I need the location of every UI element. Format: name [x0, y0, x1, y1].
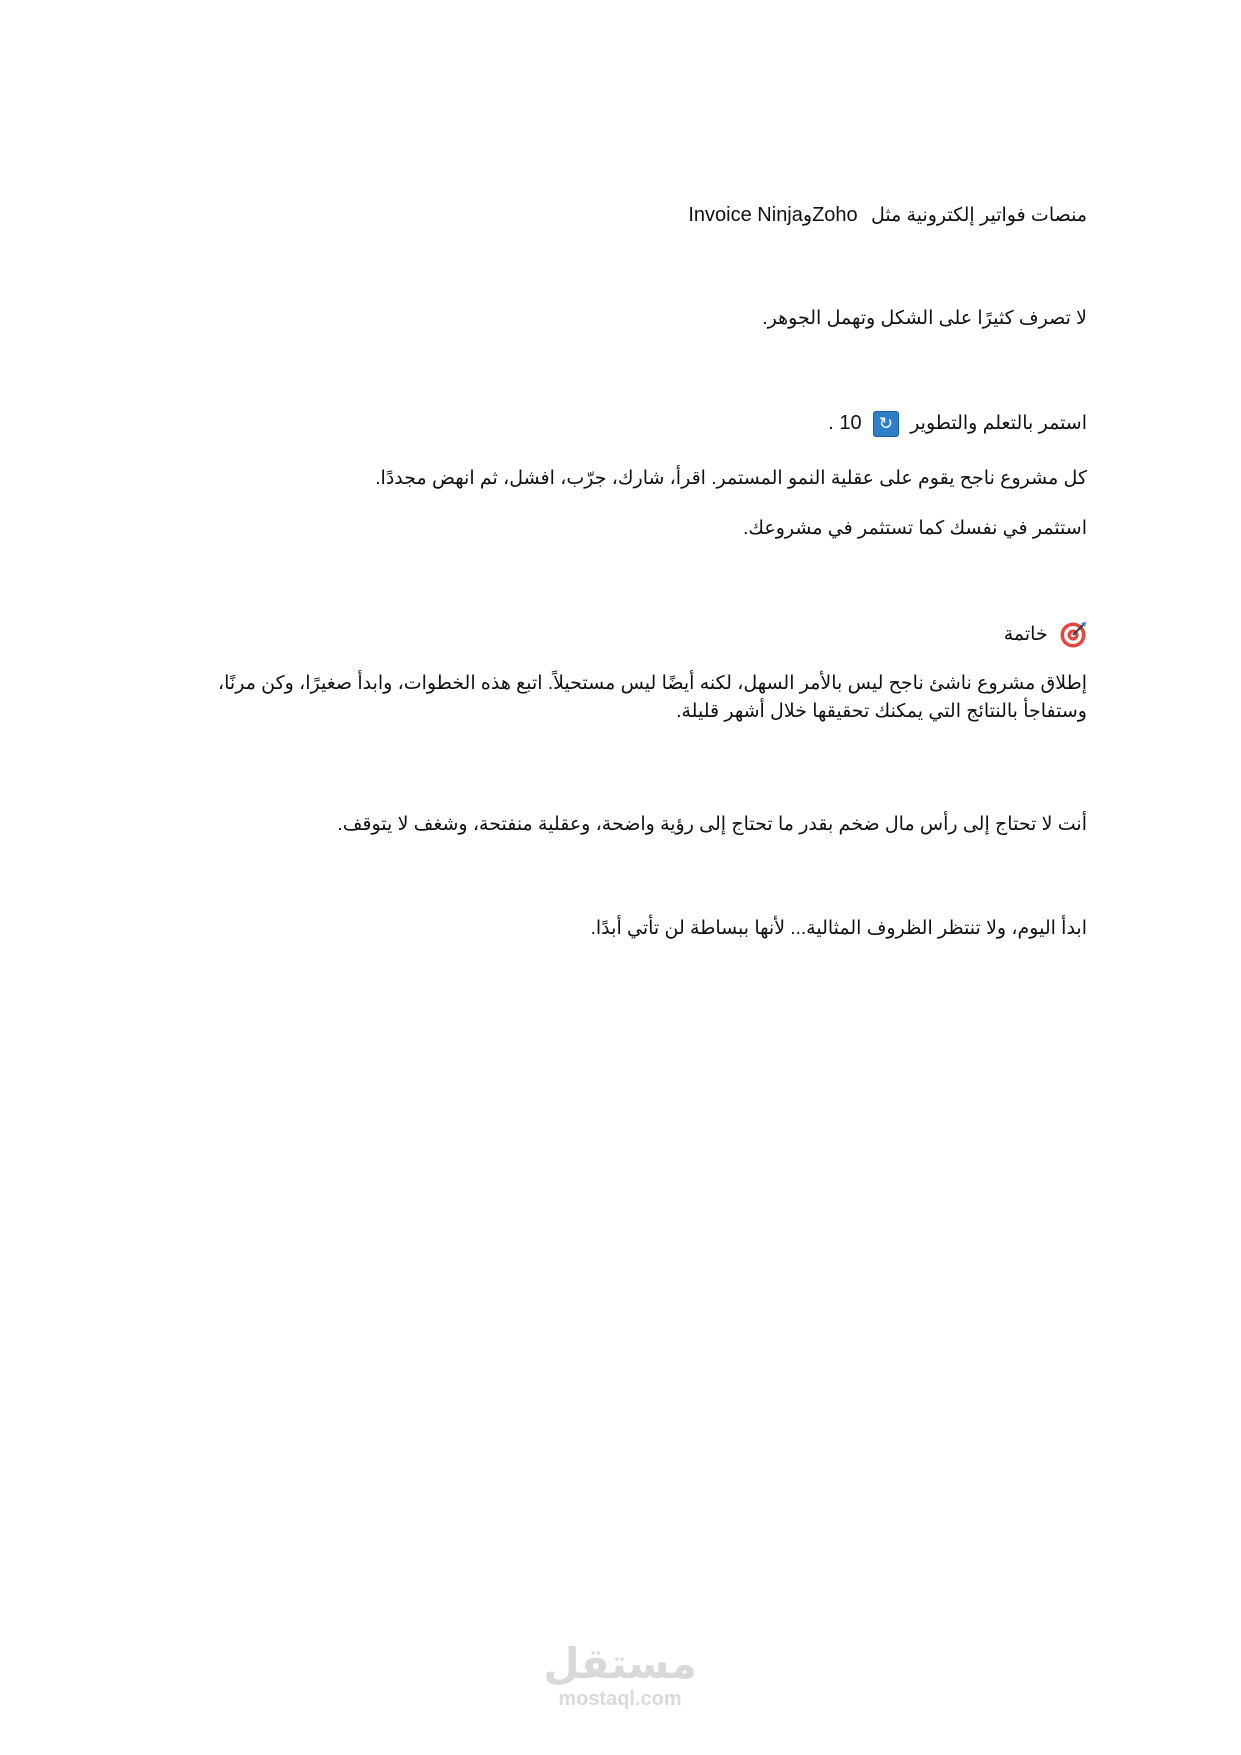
mostaql-watermark [540, 1640, 700, 1710]
form-vs-substance-line: لا تصرف كثيرًا على الشكل وتهمل الجوهر. [762, 308, 1087, 329]
conclusion-title: خاتمة [1003, 624, 1048, 646]
step-10-heading [828, 410, 1087, 437]
watermark-arabic: مستقل [543, 1639, 697, 1688]
step-10-number: 10 . [828, 412, 862, 434]
clear-vision-line: أنت لا تحتاج إلى رأس مال ضخم بقدر ما تحتاج إلى رؤية واضحة، وعقلية منفتحة، وشغف لا يتوقف. [337, 814, 1087, 835]
invest-yourself-line: استثمر في نفسك كما تستثمر في مشروعك. [743, 518, 1087, 539]
start-today-line: ابدأ اليوم، ولا تنتظر الظروف المثالية... لأنها ببساطة لن تأتي أبدًا. [590, 918, 1087, 939]
growth-mindset-line: كل مشروع ناجح يقوم على عقلية النمو المستمر. اقرأ، شارك، جرّب، افشل، ثم انهض مجددًا. [375, 468, 1087, 489]
and-text: و [802, 205, 813, 226]
invoice-platforms-line [688, 202, 1087, 229]
step-10-title: استمر بالتعلم والتطوير [910, 413, 1087, 434]
conclusion-paragraph [164, 670, 1087, 726]
target-icon [1059, 621, 1087, 649]
conclusion-line-1: إطلاق مشروع ناشئ ناجح ليس بالأمر السهل، لكنه أيضًا ليس مستحيلاً. اتبع هذه الخطوات، وابدأ صغيرًا، وكن مرنًا، [218, 673, 1087, 694]
watermark-latin: mostaql.com [558, 1688, 682, 1710]
invoice-ninja-text: Invoice Ninja [688, 204, 803, 226]
conclusion-heading [1004, 621, 1087, 649]
zoho-text: Zoho [812, 204, 858, 226]
invoice-platforms-text: منصات فواتير إلكترونية مثل [870, 205, 1087, 226]
conclusion-line-2: وستفاجأ بالنتائج التي يمكنك تحقيقها خلال أشهر قليلة. [676, 701, 1087, 722]
repeat-arrows-icon: ↻ [873, 411, 899, 437]
